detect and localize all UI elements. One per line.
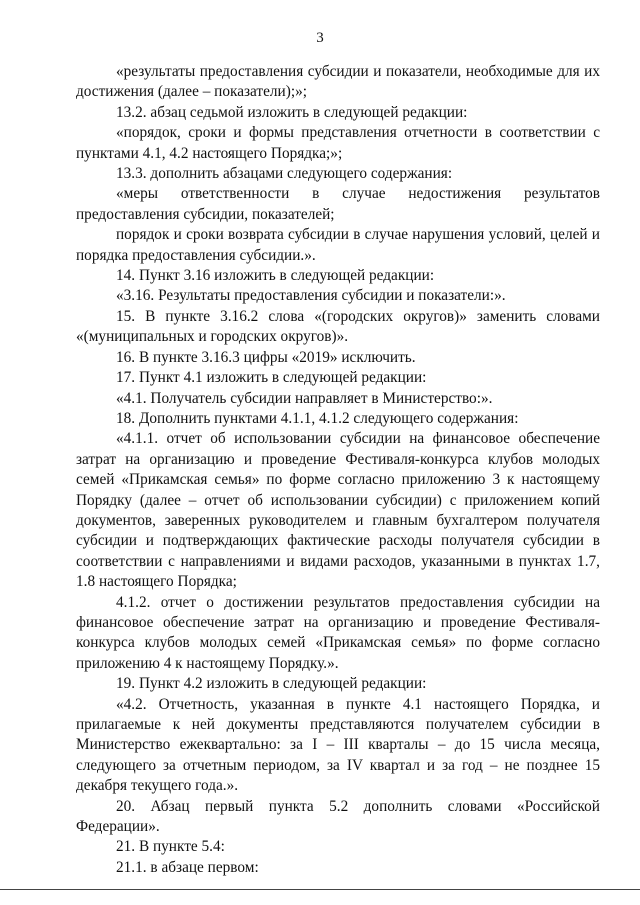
page-number: 3	[316, 30, 324, 46]
paragraph: «результаты предоставления субсидии и показатели, необходимые для их достижения (далее – показатели);»;	[76, 63, 600, 101]
paragraph: «4.1. Получатель субсидии направляет в Министерство:».	[116, 389, 493, 407]
paragraph: 13.2. абзац седьмой изложить в следующей редакции:	[116, 103, 468, 121]
paragraph: 14. Пункт 3.16 изложить в следующей редакции:	[116, 267, 435, 285]
document-body	[76, 62, 600, 878]
paragraph: «4.2. Отчетность, указанная в пункте 4.1 настоящего Порядка, и прилагаемые к ней документы представляются получателем субсидии в Министерство ежеквартально: за I – III кварталы – до 15 числа месяца, следующего за отчетным периодом, за IV квартал и за год – не позднее 15 декабря текущего года.».	[76, 695, 600, 795]
paragraph: порядок и сроки возврата субсидии в случае нарушения условий, целей и порядка предоставления субсидии.».	[76, 226, 600, 264]
paragraph: 17. Пункт 4.1 изложить в следующей редакции:	[116, 369, 427, 387]
paragraph: 18. Дополнить пунктами 4.1.1, 4.1.2 следующего содержания:	[116, 409, 519, 427]
paragraph: 20. Абзац первый пункта 5.2 дополнить словами «Российской Федерации».	[76, 797, 600, 836]
paragraph: «4.1.1. отчет об использовании субсидии на финансовое обеспечение затрат на организацию и проведение Фестиваля-конкурса клубов молодых семей «Прикамская семья» по форме согласно приложению 3 к настоящему Порядку (далее – отчет об использовании субсидии) с приложением копий документов, заверенных руководителем и главным бухгалтером получателя субсидии и подтверждающих фактические расходы получателя субсидии в соответствии с направлениями и видами расходов, указанными в пунктах 1.7, 1.8 настоящего Порядка;	[76, 430, 600, 591]
paragraph: 15. В пункте 3.16.2 слова «(городских округов)» заменить словами «(муниципальных и городских округов)».	[76, 307, 600, 346]
paragraph: 4.1.2. отчет о достижении результатов предоставления субсидии на финансовое обеспечение затрат на организацию и проведение Фестиваля-конкурса клубов молодых семей «Прикамская семья» по форме согласно приложению 4 к настоящему Порядку.».	[76, 593, 600, 672]
page-bottom-edge	[0, 889, 640, 890]
paragraph: 16. В пункте 3.16.3 цифры «2019» исключить.	[116, 348, 416, 366]
paragraph: 21.1. в абзаце первом:	[116, 858, 259, 876]
paragraph: «порядок, сроки и формы представления отчетности в соответствии с пунктами 4.1, 4.2 настоящего Порядка;»;	[76, 124, 600, 162]
paragraph: 13.3. дополнить абзацами следующего содержания:	[116, 165, 453, 183]
paragraph: «меры ответственности в случае недостижения результатов предоставления субсидии, показателей;	[76, 185, 600, 223]
paragraph: 19. Пункт 4.2 изложить в следующей редакции:	[116, 675, 427, 693]
paragraph: 21. В пункте 5.4:	[116, 838, 225, 856]
paragraph: «3.16. Результаты предоставления субсидии и показатели:».	[116, 287, 506, 305]
